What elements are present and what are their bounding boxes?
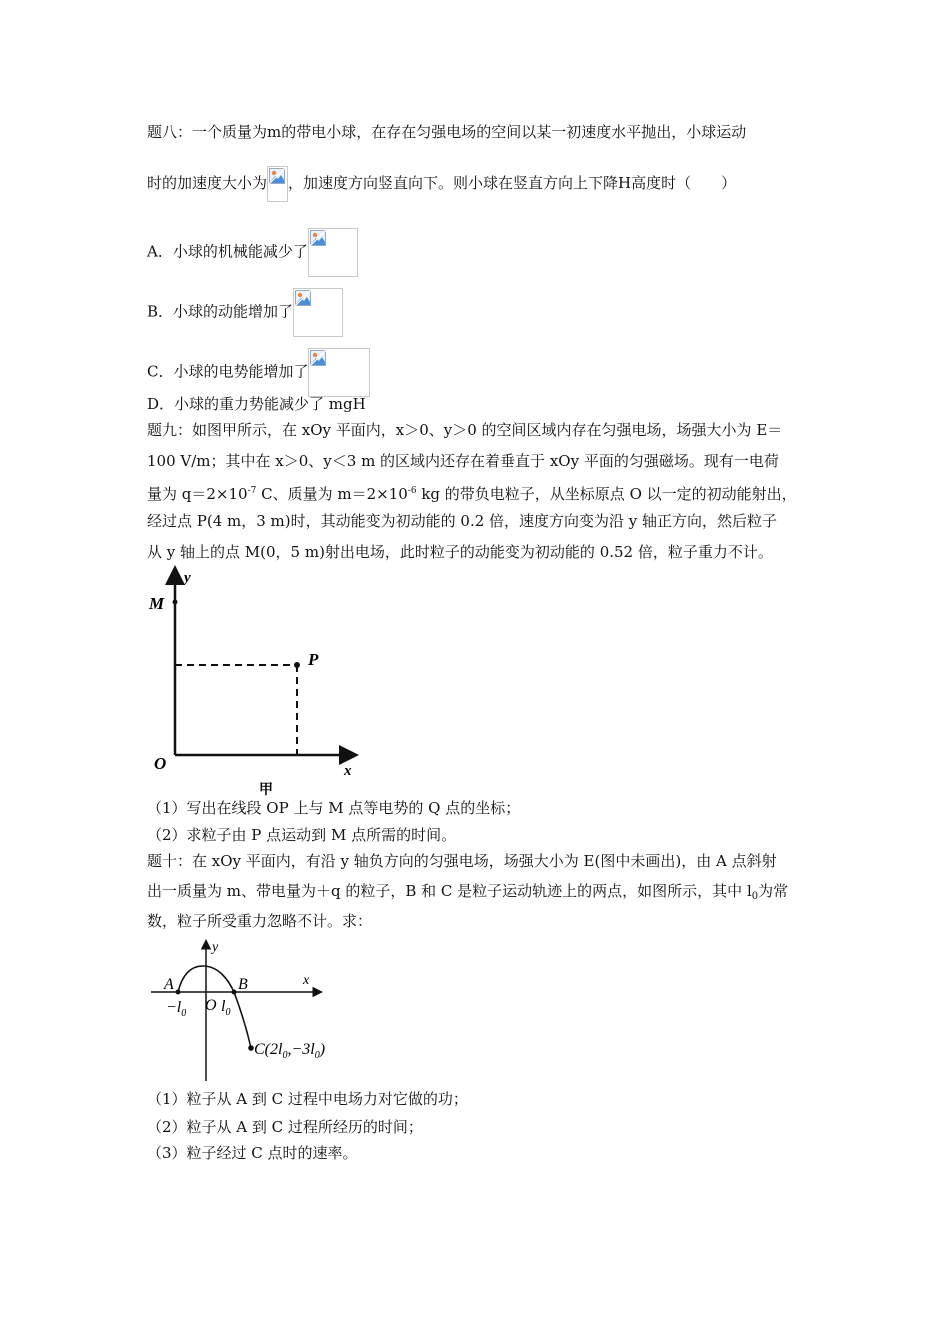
y-axis-label: y <box>184 570 191 586</box>
origin-label: O <box>154 754 167 773</box>
x-axis-label: x <box>303 973 310 988</box>
q8-option-b-text: B．小球的动能增加了 <box>147 302 294 321</box>
q9-line-5: 从 y 轴上的点 M(0，5 m)射出电场，此时粒子的动能变为初动能的 0.52 倍，粒子重力不计。 <box>147 543 773 561</box>
q10-line-2 <box>147 881 788 907</box>
q10-sub-3: （3）粒子经过 C 点时的速率。 <box>147 1144 358 1162</box>
q9-sub-2: （2）求粒子由 P 点运动到 M 点所需的时间。 <box>147 826 457 844</box>
q9-exponent-1: -7 <box>247 486 257 496</box>
broken-image-icon <box>267 166 288 202</box>
q8-option-a-text: A．小球的机械能减少了 <box>147 242 308 261</box>
q10-line-2c: 为常 <box>758 882 789 900</box>
point-p <box>294 662 300 668</box>
q10-line-3: 数，粒子所受重力忽略不计。求： <box>147 912 373 930</box>
q9-line-3b: C、质量为 m＝2×10 <box>256 485 408 503</box>
q8-line-2a: 时的加速度大小为 <box>147 174 268 192</box>
q8-option-d: D．小球的重力势能减少了 mgH <box>147 395 366 413</box>
q10-line-1: 题十：在 xOy 平面内，有沿 y 轴负方向的匀强电场，场强大小为 E(图中未画出)，由 A 点斜射 <box>147 852 777 870</box>
point-m-label: M <box>149 594 165 613</box>
q9-sub-1: （1）写出在线段 OP 上与 M 点等电势的 Q 点的坐标； <box>147 799 521 817</box>
q9-line-2: 100 V/m；其中在 x＞0、y＜3 m 的区域内还存在着垂直于 xOy 平面的匀强磁场。现有一电荷 <box>147 452 779 470</box>
point-a-label: A <box>164 976 174 993</box>
point-b-label: B <box>238 976 248 993</box>
q9-figure-jia <box>140 562 380 800</box>
q9-line-3c: kg 的带负电粒子，从坐标原点 O 以一定的初动能射出， <box>416 485 797 503</box>
q10-subscript: 0 <box>751 891 759 902</box>
point-c <box>248 1045 254 1051</box>
q8-option-c <box>147 348 370 397</box>
broken-image-icon <box>293 288 343 337</box>
figure-caption: 甲 <box>259 783 273 798</box>
q8-line-2 <box>147 166 736 202</box>
q9-line-3a: 量为 q＝2×10 <box>147 485 248 503</box>
q8-line-1: 题八：一个质量为m的带电小球，在存在匀强电场的空间以某一初速度水平抛出，小球运动 <box>147 123 747 141</box>
origin-label: O <box>205 997 217 1014</box>
point-a <box>176 990 181 995</box>
point-m <box>173 600 178 605</box>
q8-line-2b: ，加速度方向竖直向下。则小球在竖直方向上下降H高度时（ ） <box>288 174 737 192</box>
q9-line-4: 经过点 P(4 m，3 m)时，其动能变为初动能的 0.2 倍，速度方向变为沿 y 轴正方向，然后粒子 <box>147 512 778 530</box>
q10-sub-2: （2）粒子从 A 到 C 过程所经历的时间； <box>147 1118 423 1136</box>
q9-exponent-2: -6 <box>407 486 417 496</box>
q8-option-b <box>147 288 343 337</box>
point-p-label: P <box>308 650 319 669</box>
point-c-label: $C(2l_0,-3l_0)$ <box>254 1041 326 1061</box>
q8-option-c-text: C．小球的电势能增加了 <box>147 362 309 381</box>
q10-sub-1: （1）粒子从 A 到 C 过程中电场力对它做的功； <box>147 1090 468 1108</box>
q9-line-1: 题九：如图甲所示，在 xOy 平面内，x＞0、y＞0 的空间区域内存在匀强电场，场强大小为 E＝ <box>147 421 783 439</box>
broken-image-icon <box>308 228 358 277</box>
q9-line-3 <box>147 481 797 504</box>
l0-label: $l_0$ <box>221 998 231 1018</box>
x-axis-label: x <box>344 763 352 779</box>
neg-l0-label: $-l_0$ <box>166 999 187 1019</box>
q10-line-2a: 出一质量为 m、带电量为＋q 的粒子，B 和 C 是粒子运动轨迹上的两点，如图所示，其中 l <box>147 882 752 900</box>
y-axis-label: y <box>212 940 219 955</box>
q10-figure <box>148 936 348 1086</box>
broken-image-icon <box>308 348 370 397</box>
q8-option-a <box>147 228 358 277</box>
point-b <box>232 990 237 995</box>
